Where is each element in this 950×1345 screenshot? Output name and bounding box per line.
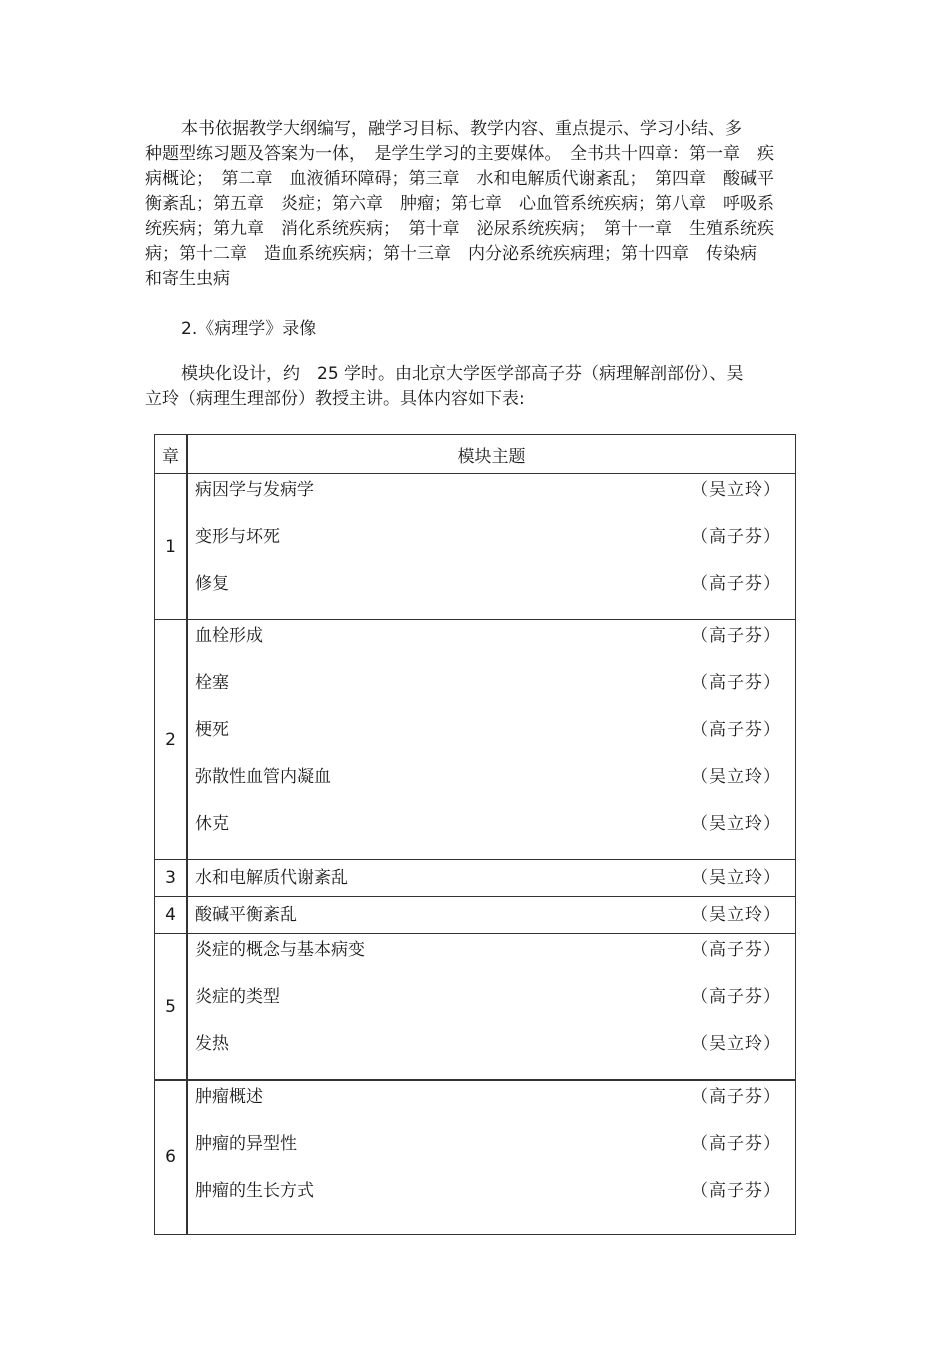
- module-lecturer: （吴立玲）: [691, 480, 781, 500]
- intro-line: 种题型练习题及答案为一体， 是学生学习的主要媒体。 全书共十四章：第一章 疾: [145, 144, 774, 164]
- module-topic: 变形与坏死: [195, 527, 280, 547]
- module-lecturer: （吴立玲）: [691, 905, 781, 925]
- module-item: [188, 812, 795, 836]
- chapter-cell: 2: [155, 620, 188, 860]
- topics-cell: [187, 897, 796, 934]
- module-item: [188, 1179, 795, 1203]
- module-lecturer: （吴立玲）: [691, 1034, 781, 1054]
- module-lecturer: （高子芬）: [691, 987, 781, 1007]
- module-item: [188, 525, 795, 549]
- table-row: [155, 474, 796, 620]
- intro-line: 衡紊乱；第五章 炎症；第六章 肿瘤；第七章 心血管系统疾病；第八章 呼吸系: [145, 194, 774, 214]
- topics-cell: [187, 620, 796, 860]
- module-topic: 水和电解质代谢紊乱: [195, 868, 348, 888]
- header-topic: 模块主题: [187, 435, 796, 474]
- module-topic: 血栓形成: [195, 626, 263, 646]
- module-topic: 肿瘤的生长方式: [195, 1181, 314, 1201]
- intro-line: 本书依据教学大纲编写，融学习目标、教学内容、重点提示、学习小结、多: [181, 119, 742, 139]
- module-item: [188, 1032, 795, 1056]
- module-line: 立玲（病理生理部份）教授主讲。具体内容如下表:: [145, 389, 525, 409]
- module-item: [188, 572, 795, 596]
- module-topic: 梗死: [195, 720, 229, 740]
- table-row: [155, 1080, 796, 1234]
- table-row: [155, 897, 796, 934]
- chapter-cell: 3: [155, 860, 188, 897]
- module-topic: 发热: [195, 1034, 229, 1054]
- table-row: [155, 860, 796, 897]
- topics-cell: [187, 1080, 796, 1234]
- module-item: [188, 478, 795, 502]
- module-line: 模块化设计，约 25 学时。由北京大学医学部高子芬（病理解剖部份）、吴: [181, 364, 744, 384]
- module-topic: 炎症的类型: [195, 987, 280, 1007]
- chapter-cell: 4: [155, 897, 188, 934]
- module-item: [188, 903, 795, 927]
- chapter-cell: 5: [155, 934, 188, 1081]
- table-header-row: [155, 435, 796, 474]
- module-topic: 酸碱平衡紊乱: [195, 905, 297, 925]
- intro-line: 病；第十二章 造血系统疾病；第十三章 内分泌系统疾病理；第十四章 传染病: [145, 244, 757, 264]
- table-row: [155, 934, 796, 1081]
- module-topic: 炎症的概念与基本病变: [195, 940, 365, 960]
- intro-line: 和寄生虫病: [145, 269, 230, 289]
- module-lecturer: （高子芬）: [691, 673, 781, 693]
- module-lecturer: （高子芬）: [691, 1087, 781, 1107]
- section-heading: 2.《病理学》录像: [181, 319, 317, 339]
- module-lecturer: （高子芬）: [691, 720, 781, 740]
- module-topic: 休克: [195, 814, 229, 834]
- module-topic: 肿瘤概述: [195, 1087, 263, 1107]
- header-chapter: 章: [155, 435, 188, 474]
- module-topic: 病因学与发病学: [195, 480, 314, 500]
- module-lecturer: （高子芬）: [691, 1134, 781, 1154]
- module-topic: 肿瘤的异型性: [195, 1134, 297, 1154]
- module-item: [188, 671, 795, 695]
- module-lecturer: （高子芬）: [691, 940, 781, 960]
- module-lecturer: （高子芬）: [691, 574, 781, 594]
- module-topic: 弥散性血管内凝血: [195, 767, 331, 787]
- module-item: [188, 985, 795, 1009]
- module-topic: 栓塞: [195, 673, 229, 693]
- module-item: [188, 718, 795, 742]
- chapter-cell: 1: [155, 474, 188, 620]
- module-item: [188, 1132, 795, 1156]
- module-lecturer: （高子芬）: [691, 527, 781, 547]
- topics-cell: [187, 474, 796, 620]
- intro-line: 统疾病；第九章 消化系统疾病； 第十章 泌尿系统疾病； 第十一章 生殖系统疾: [145, 219, 774, 239]
- chapter-cell: 6: [155, 1080, 188, 1234]
- module-item: [188, 765, 795, 789]
- intro-line: 病概论； 第二章 血液循环障碍；第三章 水和电解质代谢紊乱； 第四章 酸碱平: [145, 169, 774, 189]
- module-item: [188, 1085, 795, 1109]
- module-item: [188, 866, 795, 890]
- module-lecturer: （吴立玲）: [691, 814, 781, 834]
- module-lecturer: （吴立玲）: [691, 868, 781, 888]
- module-item: [188, 938, 795, 962]
- module-topic: 修复: [195, 574, 229, 594]
- topics-cell: [187, 860, 796, 897]
- table-row: [155, 620, 796, 860]
- topics-cell: [187, 934, 796, 1081]
- module-item: [188, 624, 795, 648]
- module-table: [154, 434, 796, 1235]
- module-lecturer: （高子芬）: [691, 626, 781, 646]
- module-lecturer: （吴立玲）: [691, 767, 781, 787]
- module-lecturer: （高子芬）: [691, 1181, 781, 1201]
